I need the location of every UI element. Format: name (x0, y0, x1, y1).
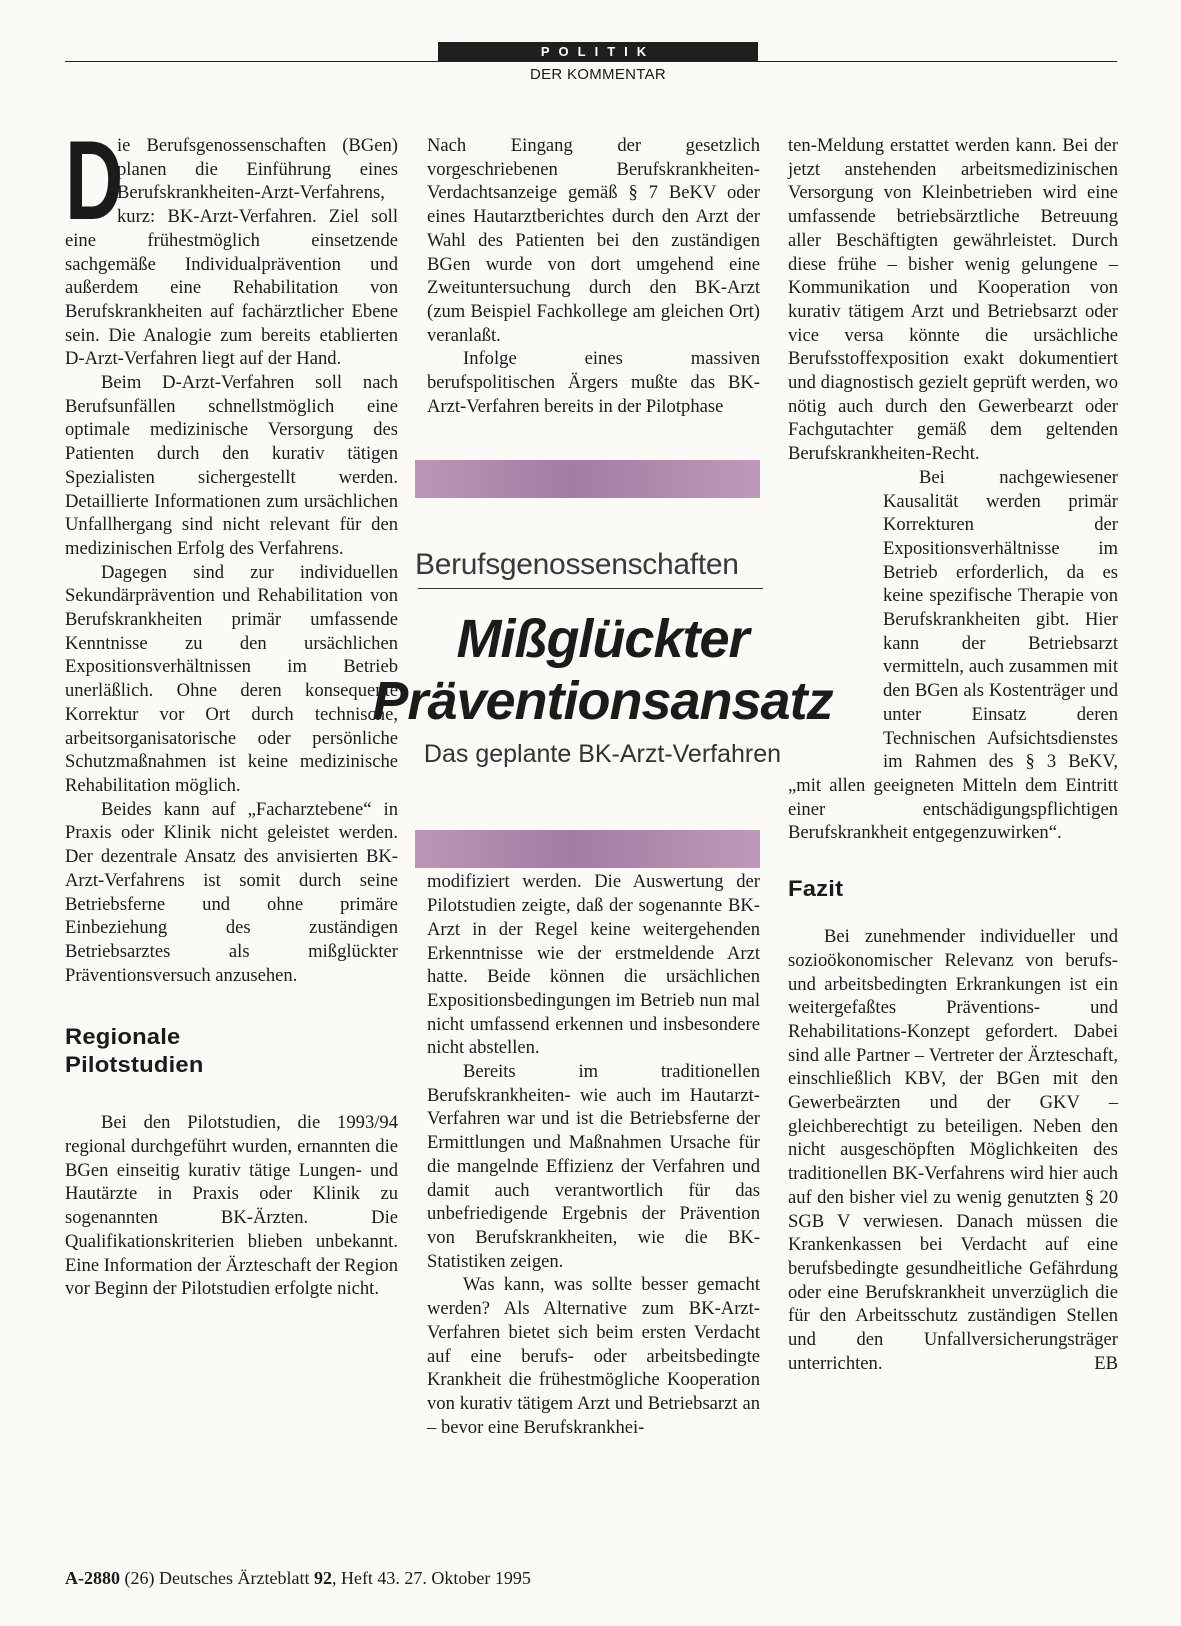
headline-line-1: Mißglückter (456, 609, 749, 669)
volume: 92 (313, 1568, 332, 1588)
drop-cap: D (65, 118, 124, 243)
paragraph-4: Beides kann auf „Facharztebene“ in Praxis oder Klinik nicht geleistet werden. Der dezentrale Ansatz des anvisierten BK-Arzt-Verfahrens ist somit durch seine Betriebsferne und ohne primäre Einbeziehung des zuständigen Betriebsarztes als mißglückter Präventionsversuch anzusehen. (65, 798, 398, 986)
subhead-regionale: Regionale Pilotstudien (65, 1024, 204, 1078)
paragraph-1: Nach Eingang der gesetzlich vorgeschriebenen Berufskrankheiten-Verdachtsanzeige gemäß § 7 BeKV oder eines Hautarztberichtes durch den Arzt der Wahl des Patienten bei den zuständigen BGen wurde von dort umgehend eine Zweituntersuchung durch den BK-Arzt (zum Beispiel Fachkollege am gleichen Ort) veranlaßt. (427, 135, 760, 346)
kicker: Berufsgenossenschaften (415, 548, 739, 581)
title-block (340, 460, 865, 880)
paragraph-1: ten-Meldung erstattet werden kann. Bei der jetzt anstehenden arbeitsmedizinischen Versorgung von Kleinbetrieben wird eine umfassende betriebsärztliche Betreuung aller Beschäftigten gewährleistet. Durch diese frühe – bisher wenig gelungene – Kommunikation und Kooperation von kurativ tätigem Arzt und Betriebsarzt oder vice versa könnte die ursächliche Berufsstoffexposition exakt dokumentiert und diagnostisch gezielt geprüft werden, wo nötig auch durch den Gewerbearzt oder Fachgutachter gemäß dem geltenden Berufskrankheiten-Recht. (788, 135, 1118, 465)
decorative-band-bottom (415, 830, 760, 868)
paragraph-5: Bei den Pilotstudien, die 1993/94 regional durchgeführt wurden, ernannten die BGen einseitig kurativ tätige Lungen- und Hautärzte in Praxis oder Klinik zu sogenannten BK-Ärzten. Die Qualifikationskriterien blieben unbekannt. Eine Information der Ärzteschaft der Region vor Beginn der Pilotstudien erfolgte nicht. (65, 1112, 399, 1300)
paragraph-5: Was kann, was sollte besser gemacht werden? Als Alternative zum BK-Arzt-Verfahren bietet sich beim ersten Verdacht auf eine berufs- oder arbeitsbedingte Krankheit die frühestmögliche Kooperation von kurativ tätigem Arzt und Betriebsarzt an – bevor eine Berufskrankhei- (427, 1274, 760, 1438)
paragraph-3: modifiziert werden. Die Auswertung der Pilotstudien zeigte, daß der sogenannte BK-Arzt in der Regel keine weitergehenden Erkenntnisse wie der erstmeldende Arzt hatte. Beide können die ursächlichen Expositionsbedingungen im Betrieb nun mal nicht umfassend erkennen und insbesondere nicht abstellen. (427, 871, 760, 1059)
paragraph-3-text: Bei zunehmender individueller und sozioökonomischer Relevanz von berufs- und arbeitsbedingten Erkrankungen ist ein weitergefaßtes Präventions- und Rehabilitations-Konzept gefordert. Dabei sind alle Partner – Vertreter der Ärzteschaft, einschließlich KBV, der BGen mit den Gewerbeärzten und der GKV – gleichberechtigt zu beteiligen. Neben den nicht ausgeschöpften Möglichkeiten des traditionellen BK-Verfahrens wird hier auch auf den bisher viel zu wenig genutzten § 20 SGB V verwiesen. Danach müssen die Krankenkassen bei Verdacht auf eine berufsbedingte gesundheitliche Gefährdung oder eine Berufskrankheit unverzüglich die für den Arbeitsschutz zuständigen Stellen und den Unfallversicherungsträger unterrichten. (788, 926, 1118, 1374)
headline-line-2: Präventionsansatz (372, 671, 833, 731)
section-label: POLITIK (438, 42, 758, 62)
subsection-label: DER KOMMENTAR (529, 66, 667, 83)
dek: Das geplante BK-Arzt-Verfahren (423, 740, 782, 768)
header-rule (65, 61, 1117, 62)
decorative-band-top (415, 460, 760, 498)
subhead-fazit: Fazit (788, 876, 844, 902)
paragraph-3 (788, 925, 1118, 1375)
page-footer: A-2880 (26) Deutsches Ärzteblatt 92, Heft 43. 27. Oktober 1995 (65, 1568, 531, 1588)
journal-name: Deutsches Ärzteblatt (159, 1568, 310, 1588)
paragraph-2-text: Bei nachgewiesener Kausalität werden primär Korrekturen der Expositionsverhältnisse im Betrieb erforderlich, da es keine spezifische Therapie von Berufskrankheiten gibt. Hier kann der Betriebsarzt vermitteln, auch zusammen mit den BGen als Kostenträger und unter Einsatz deren Technischen Aufsichtsdienstes im Rahmen des § 3 BeKV, „mit allen geeigneten Mitteln dem Eintritt einer entschädigungspflichtigen Berufskrankheit entgegenzuwirken“. (788, 466, 1118, 844)
paragraph-1-text: ie Berufsgenossenschaften (BGen) planen die Einführung eines Berufskrankheiten-Arzt-Verfahrens, kurz: BK-Arzt-Verfahren. Ziel soll eine frühestmöglich einsetzende sachgemäße Individualprävention und außerdem eine Rehabilitation von Berufskrankheiten auf fachärztlicher Ebene sein. Die Analogie zum bereits etablierten D-Arzt-Verfahren liegt auf der Hand. (65, 135, 398, 370)
headline (340, 608, 865, 732)
paragraph-3: Dagegen sind zur individuellen Sekundärprävention und Rehabilitation von Berufskrankheiten primär umfassende Kenntnisse zu den ursächlichen Expositionsverhältnissen im Betrieb unerläßlich. Ohne deren konsequente Korrektur vor Ort durch technische, arbeitsorganisatorische oder persönliche Schutzmaßnahmen ist keine medizinische Rehabilitation möglich. (65, 561, 398, 796)
paragraph-1 (65, 118, 398, 371)
paragraph-2: Infolge eines massiven berufspolitischen Ärgers mußte das BK-Arzt-Verfahren bereits in der Pilotphase (427, 348, 760, 417)
kicker-rule (418, 588, 763, 589)
paragraph-4: Bereits im traditionellen Berufskrankheiten- wie auch im Hautarzt-Verfahren war und ist die Betriebsferne der Ermittlungen und Maßnahmen Ursache für die mangelnde Effizienz der Verfahren und damit auch verantwortlich für das unbefriedigende Ergebnis der Prävention von Berufskrankheiten, wie die BK-Statistiken zeigen. (427, 1061, 760, 1272)
issue-date: Heft 43. 27. Oktober 1995 (340, 1568, 531, 1588)
paragraph-2-text: Beim D-Arzt-Verfahren soll nach Berufsunfällen schnellstmöglich eine optimale medizinische Versorgung des Patienten durch den kurativ tätigen Spezialisten sichergestellt werden. Detaillierte Informationen zum ursächlichen Unfallhergang sind nicht relevant für den medizinischen Erfolg des Verfahrens. (65, 372, 398, 559)
author-signature: EB (1094, 1352, 1118, 1374)
page-local: (26) (124, 1568, 155, 1588)
page-number: A-2880 (65, 1568, 120, 1588)
